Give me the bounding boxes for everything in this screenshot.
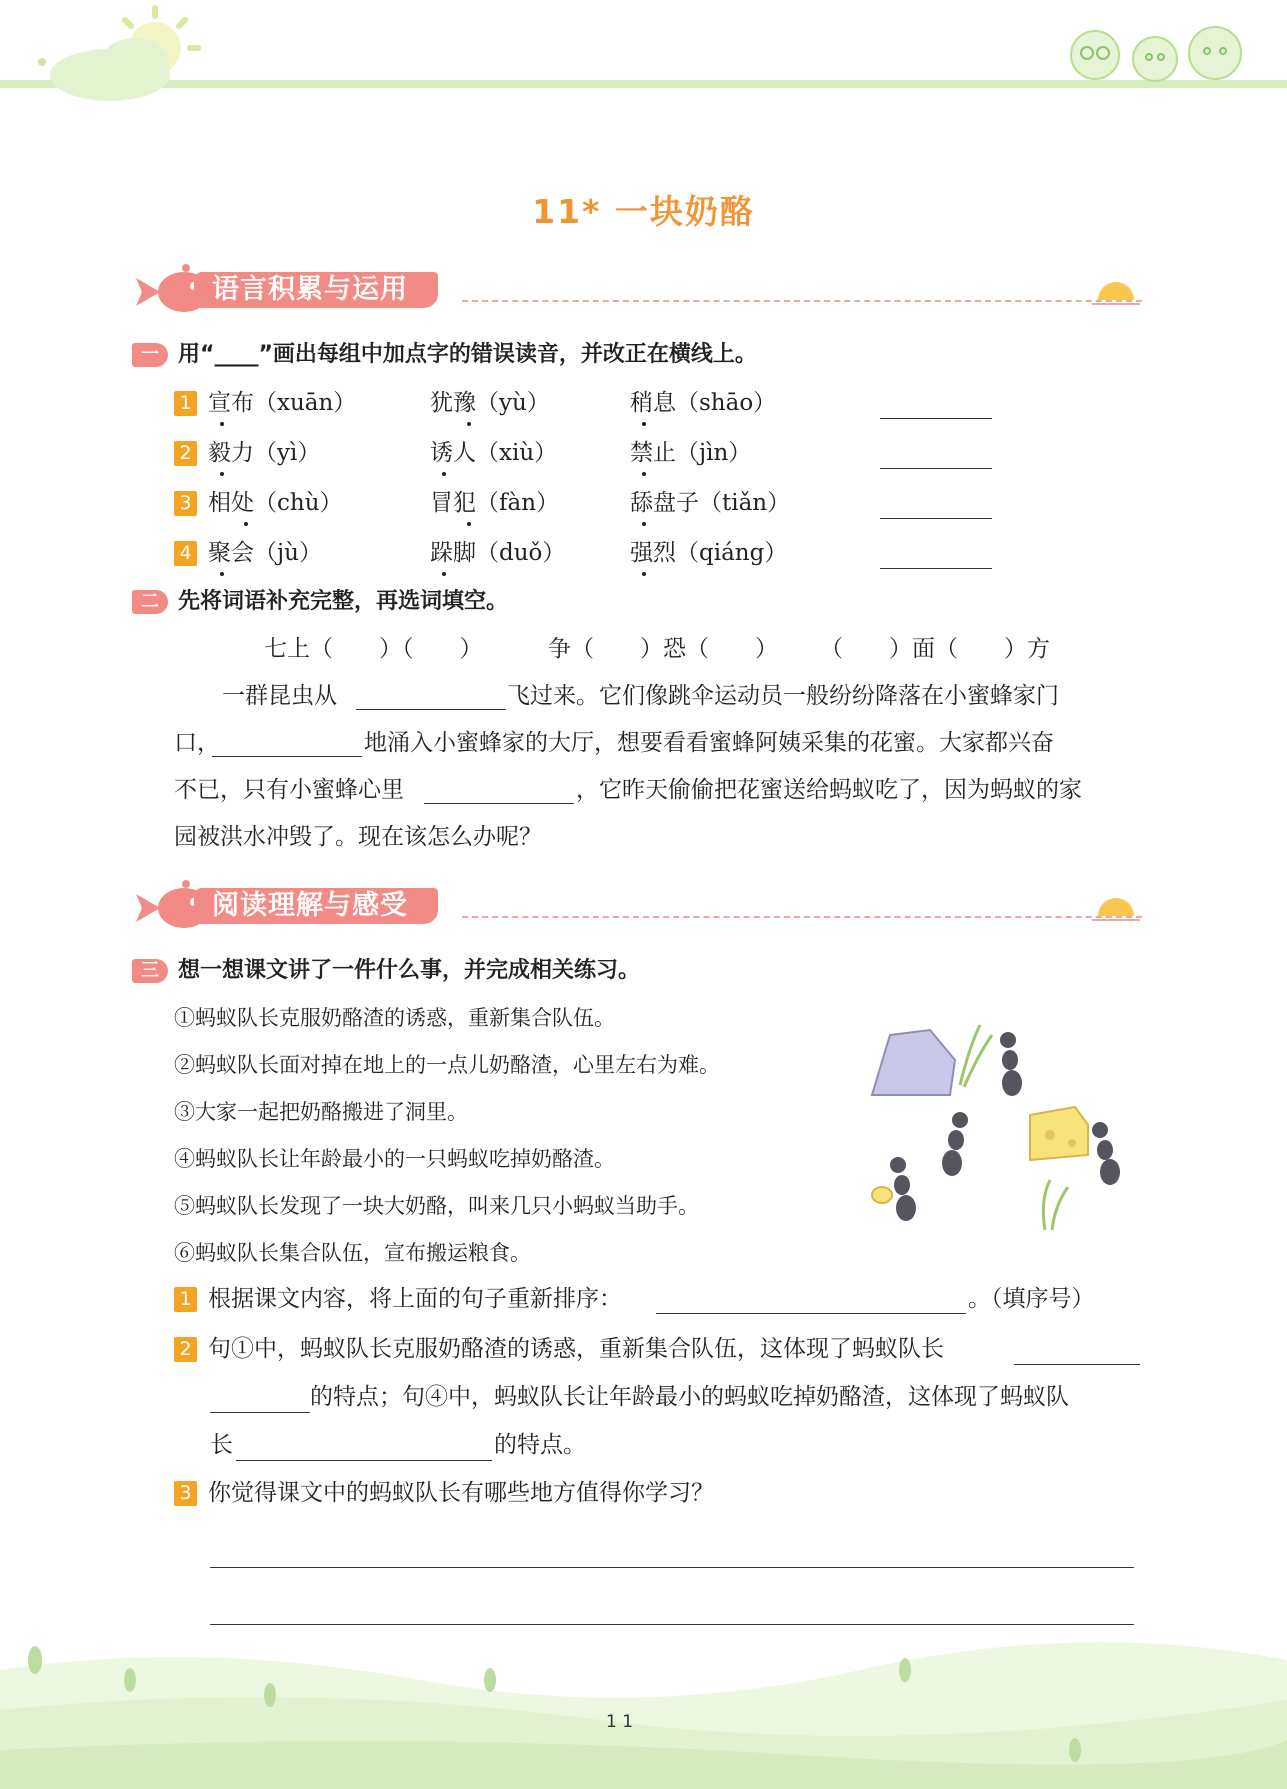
idiom-3: （ ）面（ ）方	[820, 636, 1050, 662]
sub-question-text: 。（填序号）	[968, 1286, 1095, 1312]
word-option: 稍息（shāo）	[630, 390, 777, 416]
answer-blank[interactable]	[1014, 1364, 1140, 1365]
answer-blank[interactable]	[880, 518, 992, 519]
paragraph-text: 地涌入小蜜蜂家的大厅，想要看看蜜蜂阿姨采集的花蜜。大家都兴奋	[364, 730, 1054, 756]
idiom-2: 争（ ）恐（ ）	[548, 636, 778, 662]
item-number: 2	[174, 1337, 197, 1362]
sub-question-text: 的特点；句④中，蚂蚁队长让年龄最小的蚂蚁吃掉奶酪渣，这体现了蚂蚁队	[310, 1384, 1069, 1410]
question-2-header	[132, 587, 508, 617]
emphasis-dot	[442, 572, 446, 576]
answer-line[interactable]	[210, 1567, 1134, 1568]
word-option: 冒犯（fàn）	[430, 490, 560, 516]
paragraph-text: 不已，只有小蜜蜂心里	[174, 777, 404, 803]
answer-blank[interactable]	[210, 1412, 310, 1413]
animal-faces-icon	[1055, 15, 1255, 85]
hills-decoration	[0, 1600, 1287, 1789]
emphasis-dot	[442, 472, 446, 476]
word-option: 毅力（yì）	[208, 440, 321, 466]
paragraph-text: 一群昆虫从	[222, 683, 337, 709]
emphasis-dot	[244, 522, 248, 526]
answer-blank[interactable]	[212, 756, 362, 757]
sunset-icon	[1090, 886, 1142, 926]
answer-blank[interactable]	[880, 468, 992, 469]
word-option: 跺脚（duǒ）	[430, 540, 566, 566]
word-option: 诱人（xiù）	[430, 440, 558, 466]
section-title: 语言积累与运用	[194, 272, 438, 308]
word-option: 聚会（jù）	[208, 540, 322, 566]
story-sentence: ①蚂蚁队长克服奶酪渣的诱惑，重新集合队伍。	[174, 1006, 615, 1030]
ants-cheese-illustration	[860, 1015, 1140, 1235]
answer-blank[interactable]	[236, 1460, 492, 1461]
emphasis-dot	[642, 422, 646, 426]
divider	[462, 300, 1142, 302]
word-option: 强烈（qiáng）	[630, 540, 788, 566]
emphasis-dot	[220, 472, 224, 476]
story-sentence: ⑥蚂蚁队长集合队伍，宣布搬运粮食。	[174, 1241, 531, 1265]
story-sentence: ②蚂蚁队长面对掉在地上的一点儿奶酪渣，心里左右为难。	[174, 1053, 720, 1077]
story-sentence: ⑤蚂蚁队长发现了一块大奶酪，叫来几只小蚂蚁当助手。	[174, 1194, 699, 1218]
divider	[462, 916, 1142, 918]
paragraph-text: ，它昨天偷偷把花蜜送给蚂蚁吃了，因为蚂蚁的家	[576, 777, 1082, 803]
item-number: 2	[174, 441, 197, 466]
section-title: 阅读理解与感受	[194, 888, 438, 924]
answer-blank[interactable]	[356, 709, 506, 710]
question-prompt: 用“____”画出每组中加点字的错误读音，并改正在横线上。	[178, 342, 757, 367]
question-3-header	[132, 956, 640, 986]
sun-cloud-icon	[20, 0, 220, 110]
question-badge: 二	[132, 590, 168, 614]
story-sentence: ③大家一起把奶酪搬进了洞里。	[174, 1100, 468, 1124]
item-number: 3	[174, 491, 197, 516]
emphasis-dot	[642, 472, 646, 476]
word-option: 相处（chù）	[208, 490, 343, 516]
story-sentence: ④蚂蚁队长让年龄最小的一只蚂蚁吃掉奶酪渣。	[174, 1147, 615, 1171]
section-banner-2	[132, 878, 1142, 934]
sub-question-text: 的特点。	[494, 1432, 586, 1458]
question-badge: 三	[132, 959, 168, 983]
question-1-header	[132, 340, 757, 370]
word-option: 宣布（xuān）	[208, 390, 357, 416]
sub-question-text: 你觉得课文中的蚂蚁队长有哪些地方值得你学习？	[208, 1480, 714, 1506]
question-prompt: 想一想课文讲了一件什么事，并完成相关练习。	[178, 958, 641, 983]
sub-question-text: 长	[210, 1432, 233, 1458]
sub-question-text: 句①中，蚂蚁队长克服奶酪渣的诱惑，重新集合队伍，这体现了蚂蚁队长	[208, 1336, 944, 1362]
paragraph-text: 口，	[174, 730, 220, 756]
section-banner-1	[132, 262, 1142, 318]
item-number: 1	[174, 1287, 197, 1312]
item-number: 3	[174, 1481, 197, 1506]
item-number: 4	[174, 541, 197, 566]
emphasis-dot	[467, 522, 471, 526]
paragraph-text: 园被洪水冲毁了。现在该怎么办呢？	[174, 824, 542, 850]
question-badge: 一	[132, 343, 168, 367]
answer-blank[interactable]	[880, 418, 992, 419]
word-option: 犹豫（yù）	[430, 390, 550, 416]
page-number: 1 1	[606, 1712, 634, 1732]
question-prompt: 先将词语补充完整，再选词填空。	[178, 589, 509, 614]
emphasis-dot	[220, 572, 224, 576]
sunset-icon	[1090, 270, 1142, 310]
emphasis-dot	[220, 422, 224, 426]
answer-blank[interactable]	[424, 803, 574, 804]
sub-question-text: 根据课文内容，将上面的句子重新排序：	[208, 1286, 622, 1312]
word-option: 舔盘子（tiǎn）	[630, 490, 791, 516]
emphasis-dot	[467, 422, 471, 426]
idiom-1: 七上（ ）（ ）	[264, 636, 483, 662]
emphasis-dot	[642, 522, 646, 526]
answer-blank[interactable]	[656, 1313, 966, 1314]
answer-blank[interactable]	[880, 568, 992, 569]
item-number: 1	[174, 391, 197, 416]
page-title: 11* 一块奶酪	[532, 192, 755, 231]
emphasis-dot	[642, 572, 646, 576]
paragraph-text: 飞过来。它们像跳伞运动员一般纷纷降落在小蜜蜂家门	[507, 683, 1059, 709]
word-option: 禁止（jìn）	[630, 440, 752, 466]
